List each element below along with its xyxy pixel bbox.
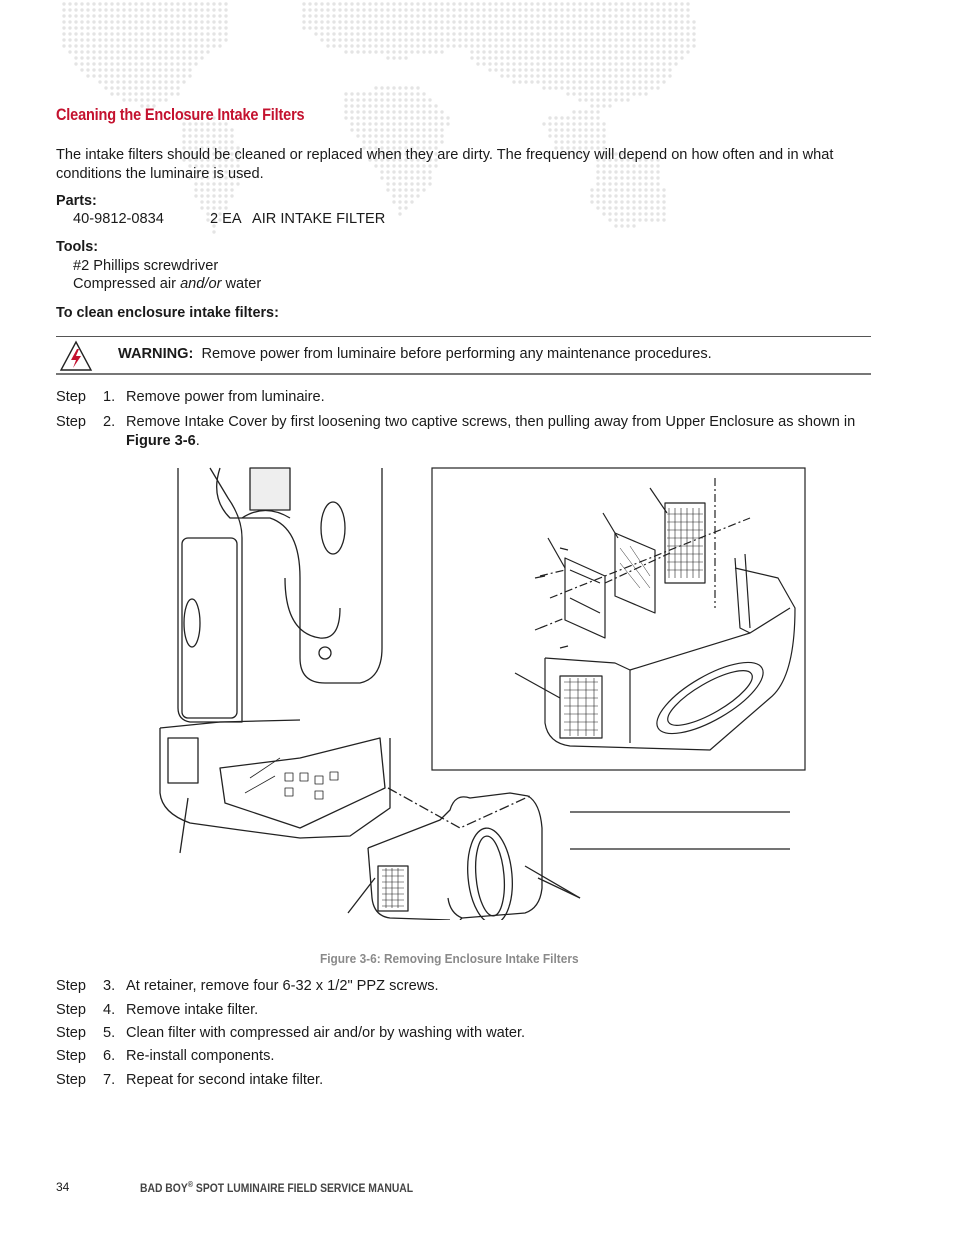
step-row [56,1024,876,1044]
step-text: Repeat for second intake filter. [126,1072,324,1088]
step-word: Step [56,978,87,994]
warning-message [118,346,712,362]
registered-mark: ® [187,1180,194,1189]
step-text: Re-install components. [126,1048,275,1064]
step-text: Clean filter with compressed air and/or by washing with water. [126,1025,526,1041]
step-word: Step [56,1072,87,1088]
step-row [56,388,876,408]
section-title: Cleaning the Enclosure Intake Filters [56,106,305,124]
step-word: Step [56,1048,87,1064]
step-row [56,413,876,453]
tool-item-emphasis: and/or [180,276,222,292]
page-number: 34 [56,1180,70,1194]
part-number: 40-9812-0834 [73,211,164,227]
tool-item [73,276,261,292]
figure-caption: Figure 3-6: Removing Enclosure Intake Filters [320,951,579,966]
figure-3-6-illustration [150,458,820,920]
step-word: Step [56,414,87,430]
footer-title [140,1180,413,1195]
step-text: Remove intake filter. [126,1002,259,1018]
step-text-part: Remove Intake Cover by first loosening two captive screws, then pulling away from Upper Enclosure as shown in [126,414,856,430]
step-word: Step [56,1025,87,1041]
step-row [56,977,876,997]
warning-text: Remove power from luminaire before performing any maintenance procedures. [201,346,712,362]
part-description: AIR INTAKE FILTER [252,211,386,227]
step-number: 4. [103,1002,116,1018]
tools-label: Tools: [56,239,99,255]
step-number: 6. [103,1048,116,1064]
warning-label: WARNING: [118,346,194,362]
step-row [56,1071,876,1091]
step-text: Remove power from luminaire. [126,389,325,405]
footer-title-text: BAD BOY [140,1182,188,1195]
tool-item-text: Compressed air [73,276,181,292]
figure-reference: Figure 3-6 [126,432,196,449]
step-word: Step [56,1002,87,1018]
step-number: 1. [103,389,116,405]
step-text-part: . [195,432,200,449]
footer-title-text: SPOT LUMINAIRE FIELD SERVICE MANUAL [193,1182,414,1195]
step-number: 3. [103,978,116,994]
step-text: At retainer, remove four 6-32 x 1/2" PPZ screws. [126,978,439,994]
step-row [56,1001,876,1021]
high-voltage-warning-icon [59,340,93,372]
step-number: 2. [103,414,116,430]
warning-bottom-rule [56,373,871,375]
warning-top-rule [56,336,871,337]
step-row [56,1047,876,1067]
procedure-heading: To clean enclosure intake filters: [56,305,279,321]
part-qty: 2 EA [210,211,242,227]
intro-paragraph: The intake filters should be cleaned or replaced when they are dirty. The frequency will depend on how often and in what conditions the luminaire is used. [56,147,834,182]
step-word: Step [56,389,87,405]
parts-label: Parts: [56,193,97,209]
step-number: 5. [103,1025,116,1041]
tool-item-text: water [221,276,262,292]
step-text [126,413,866,450]
tool-item: #2 Phillips screwdriver [73,258,219,274]
step-number: 7. [103,1072,116,1088]
